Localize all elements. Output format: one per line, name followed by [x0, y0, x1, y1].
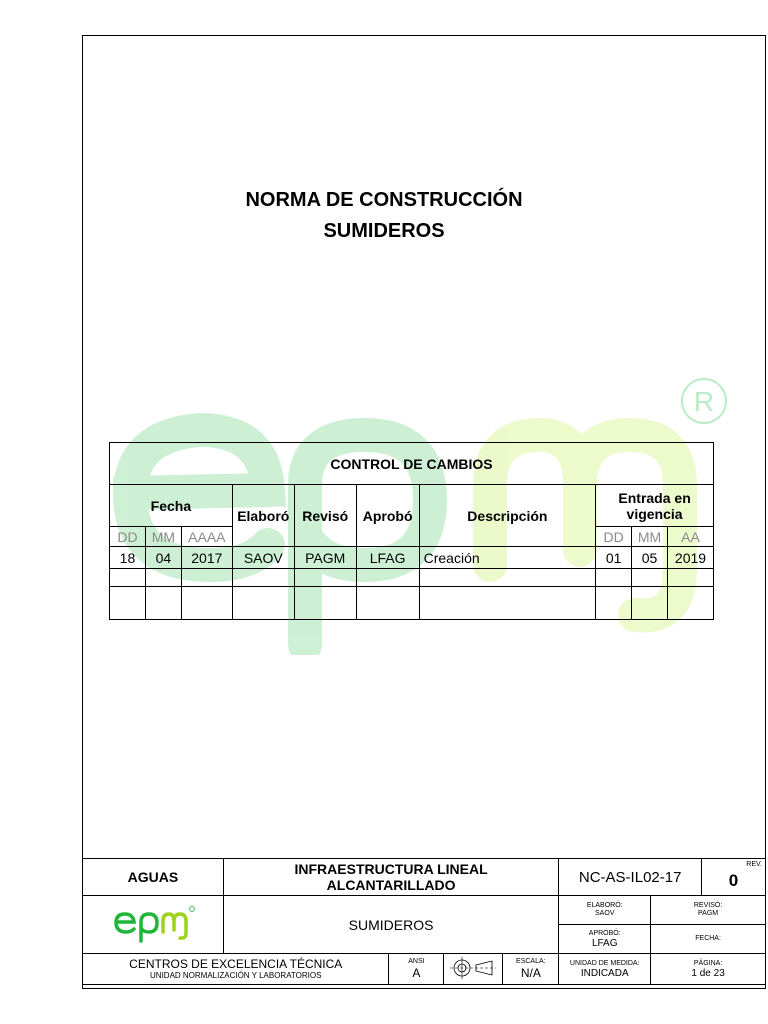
- header-elaboro: Elaboró: [232, 485, 294, 547]
- elaboro-cell: [559, 896, 651, 925]
- fecha-cell: FECHA:: [651, 925, 766, 954]
- center-line-1: CENTROS DE EXCELENCIA TÉCNICA: [129, 957, 343, 971]
- change-control-title: CONTROL DE CAMBIOS: [110, 443, 714, 485]
- escala-cell: [503, 954, 559, 985]
- projection-icon: [448, 956, 498, 980]
- epm-logo-icon: [108, 903, 198, 943]
- registered-mark: R: [693, 386, 715, 417]
- table-row: [110, 569, 714, 587]
- sub-vig-aa: AA: [668, 527, 714, 547]
- escala-value: N/A: [520, 966, 541, 980]
- process-line-2: ALCANTARILLADO: [326, 877, 456, 893]
- aprobo-label: APROBÓ:: [588, 929, 621, 937]
- subject-label: SUMIDEROS: [223, 896, 558, 954]
- document-subtitle: SUMIDEROS: [323, 220, 445, 242]
- sub-vig-dd: DD: [596, 527, 632, 547]
- aprobo-value: LFAG: [591, 937, 618, 949]
- elaboro-value: SAOV: [595, 910, 615, 917]
- cell-aaaa: 2017: [181, 547, 232, 569]
- sub-mm: MM: [145, 527, 181, 547]
- ansi-value: A: [412, 966, 421, 980]
- reviso-cell: [651, 896, 766, 925]
- cell-vig-aa: 2019: [668, 547, 714, 569]
- epm-logo: [83, 896, 224, 954]
- header-descripcion: Descripción: [419, 485, 596, 547]
- sub-vig-mm: MM: [632, 527, 668, 547]
- unidad-cell: [559, 954, 651, 985]
- ansi-label: ANSI: [408, 958, 425, 965]
- pagina-label: PÁGINA:: [693, 959, 723, 967]
- title-block: [82, 858, 766, 985]
- cell-reviso: PAGM: [294, 547, 356, 569]
- cell-mm: 04: [145, 547, 181, 569]
- escala-label: ESCALA:: [516, 958, 546, 965]
- area-label: AGUAS: [83, 859, 224, 896]
- revision-cell: [702, 859, 766, 896]
- header-reviso: Revisó: [294, 485, 356, 547]
- rev-label: REV.: [746, 861, 762, 868]
- reviso-label: REVISÓ:: [693, 902, 723, 909]
- cell-vig-dd: 01: [596, 547, 632, 569]
- document-code: NC-AS-IL02-17: [559, 859, 702, 896]
- pagina-value: 1 de 23: [691, 967, 725, 979]
- unidad-value: INDICADA: [580, 967, 629, 979]
- change-control-table: [109, 442, 714, 620]
- ansi-cell: [389, 954, 444, 985]
- reviso-value: PAGM: [698, 910, 719, 917]
- projection-cell: [444, 954, 503, 985]
- cell-vig-mm: 05: [632, 547, 668, 569]
- header-fecha: Fecha: [110, 485, 233, 527]
- process-label: [223, 859, 558, 896]
- document-title: NORMA DE CONSTRUCCIÓN: [245, 189, 523, 211]
- header-aprobo: Aprobó: [356, 485, 419, 547]
- table-row: [110, 547, 714, 569]
- aprobo-cell: [559, 925, 651, 954]
- center-line-2: UNIDAD NORMALIZACIÓN Y LABORATORIOS: [150, 971, 322, 980]
- header-entrada-vigencia: Entrada en vigencia: [596, 485, 714, 527]
- cell-descripcion: Creación: [419, 547, 596, 569]
- pagina-cell: [651, 954, 766, 985]
- rev-value: 0: [728, 871, 739, 890]
- center-cell: [83, 954, 389, 985]
- sub-dd: DD: [110, 527, 146, 547]
- elaboro-label: ELABORÓ:: [586, 902, 623, 909]
- cell-aprobo: LFAG: [356, 547, 419, 569]
- unidad-label: UNIDAD DE MEDIDA:: [569, 959, 640, 967]
- process-line-1: INFRAESTRUCTURA LINEAL: [294, 861, 488, 877]
- cell-dd: 18: [110, 547, 146, 569]
- sub-aaaa: AAAA: [181, 527, 232, 547]
- table-row: [110, 587, 714, 620]
- cell-elaboro: SAOV: [232, 547, 294, 569]
